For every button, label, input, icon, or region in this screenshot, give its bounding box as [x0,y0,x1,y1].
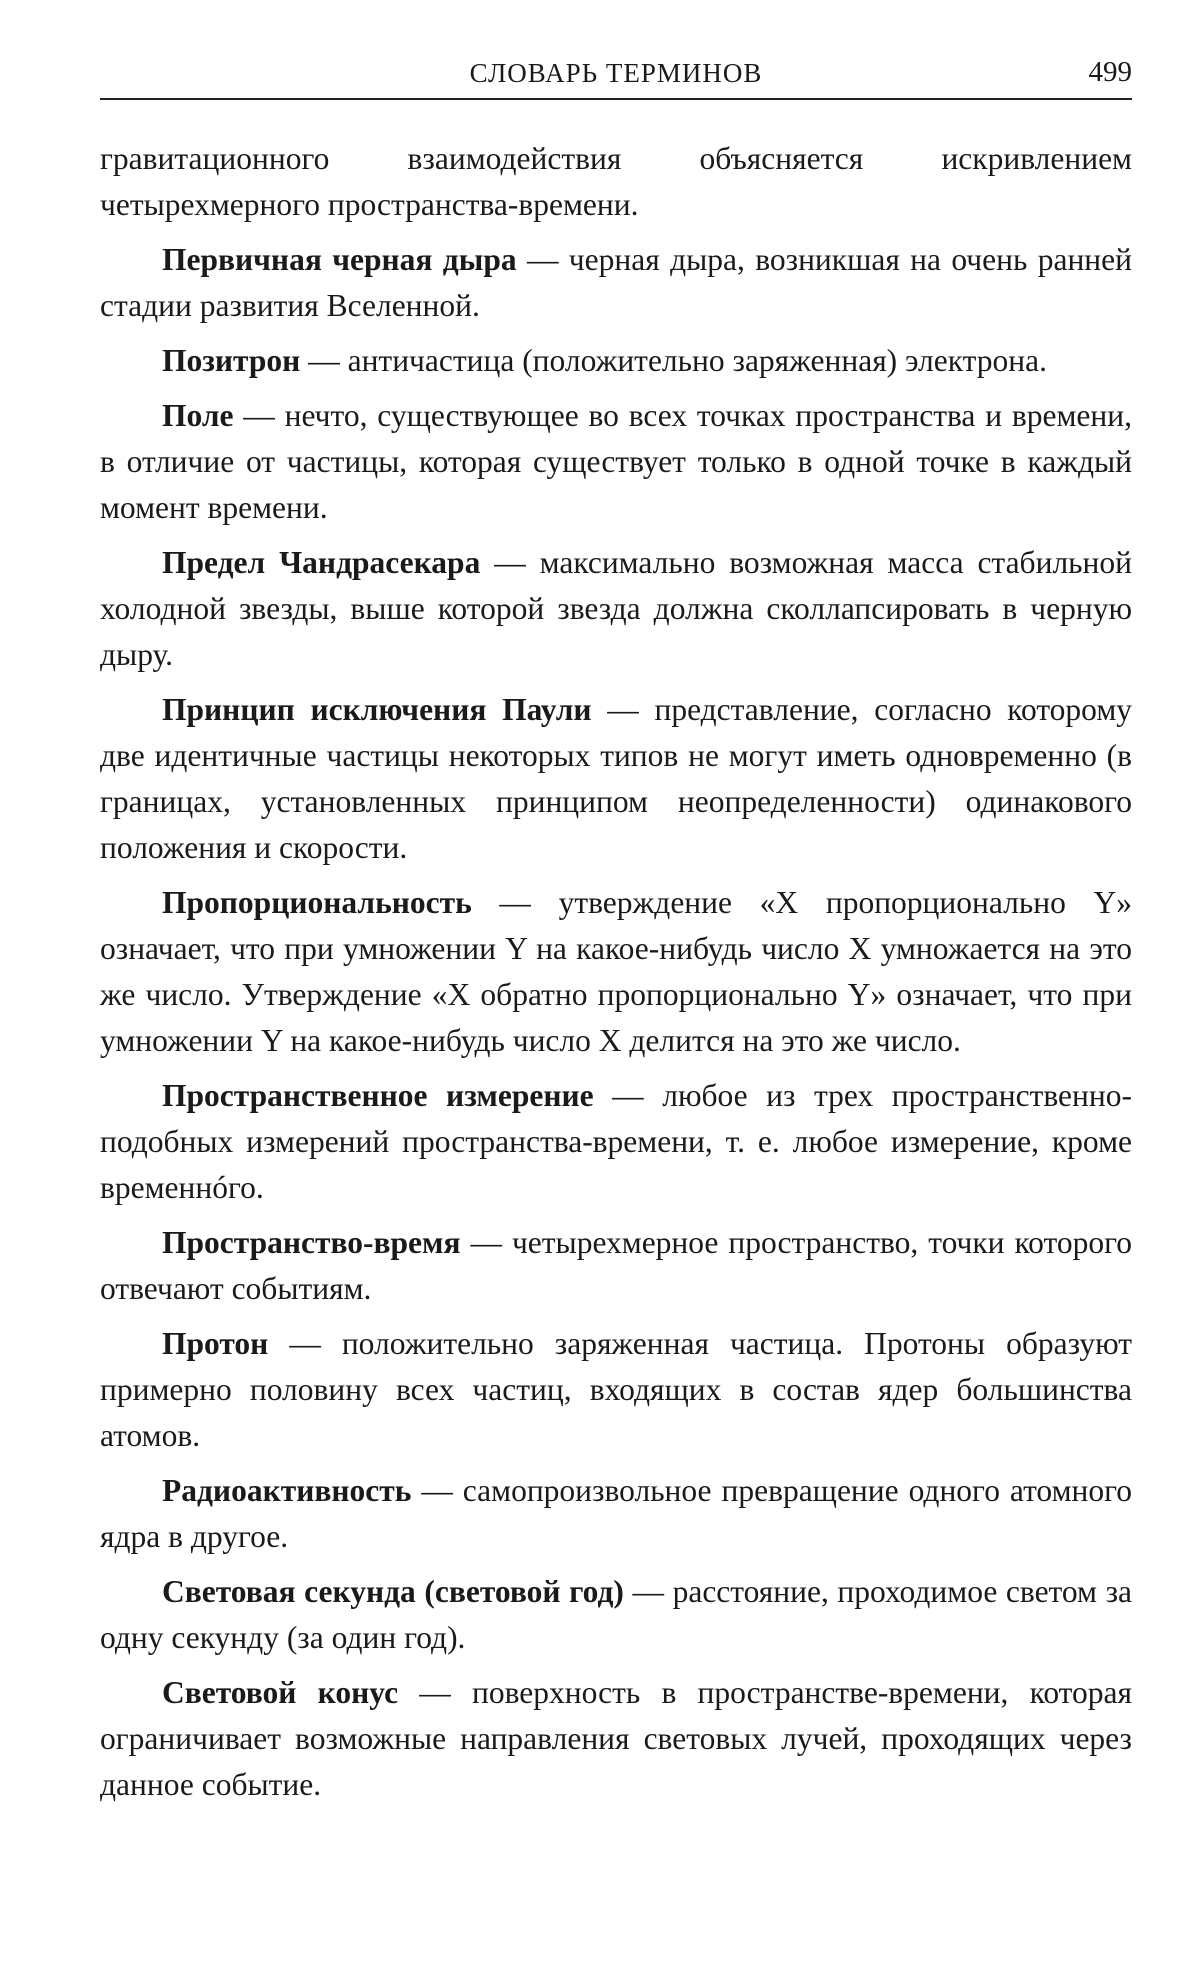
glossary-entry [100,1073,1132,1211]
glossary-term: Радиоактивность [162,1473,412,1508]
glossary-definition: — четырехмерное пространство, точки которого отвечают событиям. [100,1225,1132,1306]
book-page [100,52,1132,1817]
glossary-entry [100,540,1132,678]
glossary-definition: — поверхность в пространстве-времени, которая ограничивает возможные направления световых лучей, проходящих через данное событие. [100,1675,1132,1802]
glossary-definition: — положительно заряженная частица. Протоны образуют примерно половину всех частиц, входящих в состав ядер большинства атомов. [100,1326,1132,1453]
glossary-definition: — античастица (положительно заряженная) электрона. [300,343,1047,378]
glossary-definition: — максимально возможная масса стабильной холодной звезды, выше которой звезда должна сколлапсировать в черную дыру. [100,545,1132,672]
glossary-entry [100,1220,1132,1312]
glossary-entry [100,1569,1132,1661]
glossary-term: Первичная черная дыра [162,242,517,277]
glossary-term: Позитрон [162,343,301,378]
glossary-entry [100,1468,1132,1560]
continuation-paragraph: гравитационного взаимодействия объясняется искривлением четырехмерного пространства-времени. [100,141,1132,222]
glossary-term: Световой конус [162,1675,399,1710]
page-number: 499 [1088,56,1132,88]
glossary-entry [100,237,1132,329]
glossary-term: Поле [162,398,234,433]
glossary-term: Пространство-время [162,1225,461,1260]
glossary-entry [100,1321,1132,1459]
glossary-entry [100,338,1132,384]
glossary-term: Световая секунда (световой год) [162,1574,624,1609]
glossary-definition: — расстояние, проходимое светом за одну секунду (за один год). [100,1574,1132,1655]
glossary-term: Пропорциональность [162,885,472,920]
glossary-term: Предел Чандрасекара [162,545,481,580]
glossary-term: Принцип исключения Паули [162,692,592,727]
glossary-entry [100,687,1132,871]
glossary-definition: — утверждение «X пропорционально Y» означает, что при умножении Y на какое-нибудь число X умножается на это же число. Утверждение «X обратно пропорционально Y» означает, что при умножении Y на какое-нибудь число X делится на это же число. [100,885,1132,1058]
running-header [100,52,1132,100]
glossary-definition: — самопроизвольное превращение одного атомного ядра в другое. [100,1473,1132,1554]
glossary-definition: — представление, согласно которому две идентичные частицы некоторых типов не могут иметь одновременно (в границах, установленных принципом неопределенности) одинакового положения и скорости. [100,692,1132,865]
glossary-term: Пространственное измерение [162,1078,594,1113]
glossary-entry [100,393,1132,531]
glossary-entry [100,1670,1132,1808]
glossary-definition: — любое из трех пространственно-подобных измерений пространства-времени, т. е. любое измерение, кроме временнóго. [100,1078,1132,1205]
text-body [100,136,1132,1808]
glossary-entry [100,880,1132,1064]
glossary-definition: — черная дыра, возникшая на очень ранней стадии развития Вселенной. [100,242,1132,323]
glossary-term: Протон [162,1326,269,1361]
running-title: СЛОВАРЬ ТЕРМИНОВ [469,58,763,88]
glossary-definition: — нечто, существующее во всех точках пространства и времени, в отличие от частицы, которая существует только в одной точке в каждый момент времени. [100,398,1132,525]
